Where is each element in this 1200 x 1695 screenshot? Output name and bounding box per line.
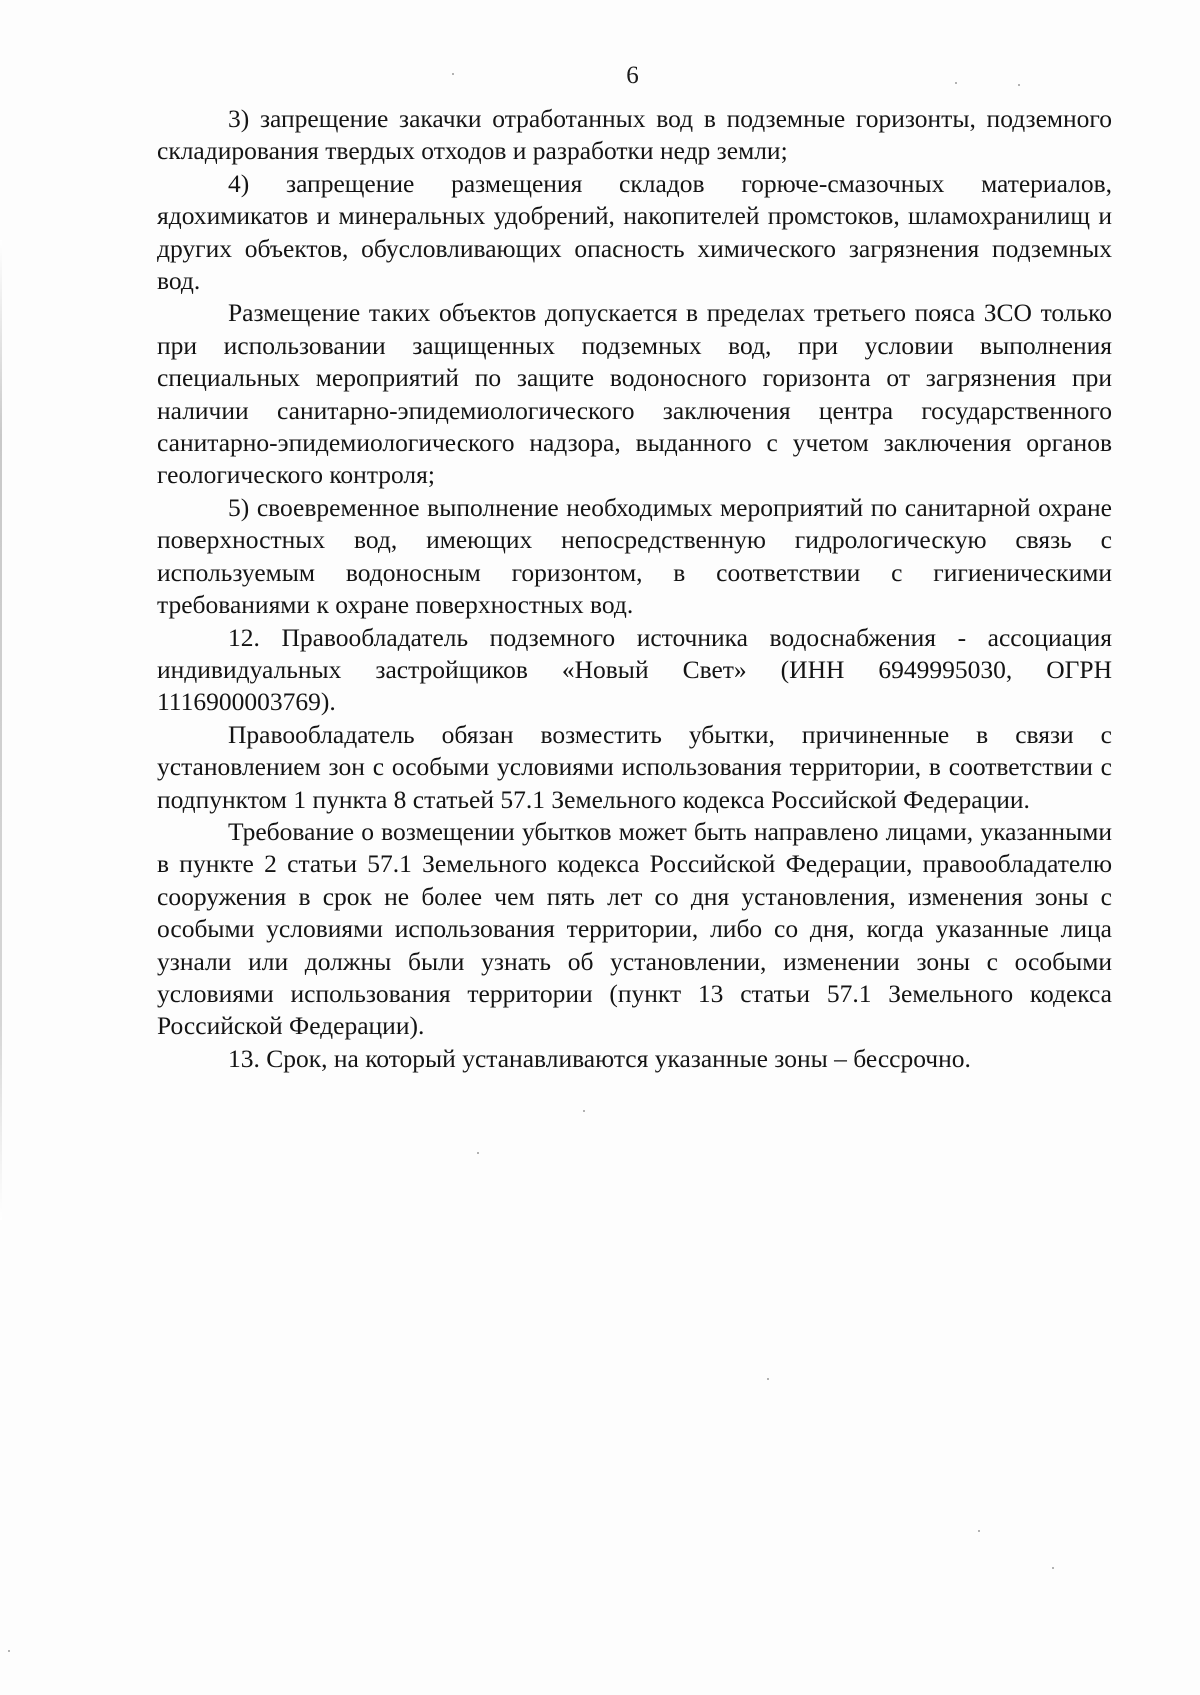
scan-speck bbox=[1052, 1567, 1054, 1569]
scan-speck bbox=[767, 1378, 769, 1380]
scan-speck bbox=[583, 1110, 585, 1112]
scan-edge-shadow bbox=[0, 240, 2, 1220]
scan-speck bbox=[978, 1530, 980, 1532]
scan-speck bbox=[8, 1650, 10, 1652]
page-number: 6 bbox=[626, 62, 639, 89]
scan-speck bbox=[452, 73, 454, 75]
scan-speck bbox=[477, 1152, 479, 1154]
scan-speck bbox=[955, 82, 957, 84]
paragraph-item-4-prohibition-storage: 4) запрещение размещения складов горюче-смазочных материалов, ядохимикатов и минеральных удобрений, накопителей промстоков, шламохранилищ и других объектов, обусловливающих опасность химического загрязнения подземных вод. bbox=[157, 168, 1112, 296]
paragraph-item-5-surface-water: 5) своевременное выполнение необходимых мероприятий по санитарной охране поверхностных вод, имеющих непосредственную гидрологическую связь с используемым водоносным горизонтом, в соответствии с гигиеническими требованиями к охране поверхностных вод. bbox=[157, 492, 1112, 620]
paragraph-12-rights-holder: 12. Правообладатель подземного источника водоснабжения - ассоциация индивидуальных застройщиков «Новый Свет» (ИНН 6949995030, ОГРН 1116900003769). bbox=[157, 622, 1112, 717]
paragraph-compensation-obligation: Правообладатель обязан возместить убытки, причиненные в связи с установлением зон с особыми условиями использования территории, в соответствии с подпунктом 1 пункта 8 статьей 57.1 Земельного кодекса Российской Федерации. bbox=[157, 719, 1112, 814]
paragraph-item-3-prohibition-injection: 3) запрещение закачки отработанных вод в подземные горизонты, подземного складирования твердых отходов и разработки недр земли; bbox=[157, 104, 1112, 166]
paragraph-13-zone-term: 13. Срок, на который устанавливаются указанные зоны – бессрочно. bbox=[228, 1043, 971, 1073]
paragraph-placement-conditions: Размещение таких объектов допускается в пределах третьего пояса ЗСО только при использовании защищенных подземных вод, при условии выполнения специальных мероприятий по защите водоносного горизонта от загрязнения при наличии санитарно-эпидемиологического заключения центра государственного санитарно-эпидемиологического надзора, выданного с учетом заключения органов геологического контроля; bbox=[157, 298, 1112, 490]
document-body bbox=[157, 103, 1112, 1075]
paragraph-compensation-claim: Требование о возмещении убытков может быть направлено лицами, указанными в пункте 2 статьи 57.1 Земельного кодекса Российской Федерации, правообладателю сооружения в срок не более чем пять лет со дня установления, изменения зоны с особыми условиями использования территории, либо со дня, когда указанные лица узнали или должны были узнать об установлении, изменении зоны с особыми условиями использования территории (пункт 13 статьи 57.1 Земельного кодекса Российской Федерации). bbox=[157, 816, 1112, 1041]
scan-speck bbox=[1018, 84, 1020, 86]
